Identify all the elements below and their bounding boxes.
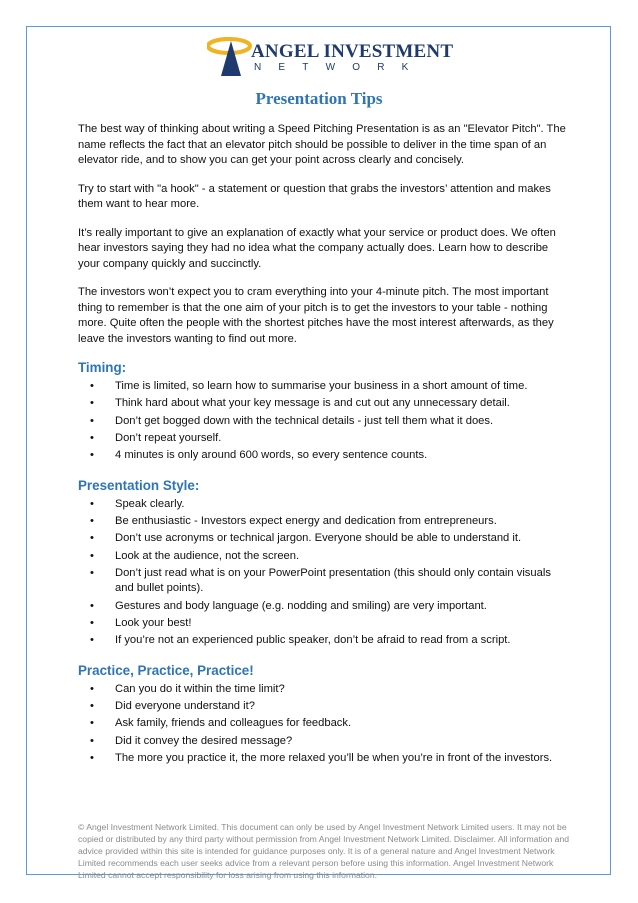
bullet-icon: • [90, 599, 94, 612]
bullet-icon: • [90, 682, 94, 695]
bullet-icon: • [90, 449, 94, 462]
list-item [78, 599, 568, 615]
bullet-icon: • [90, 751, 94, 764]
list-item-text: Don’t repeat yourself. [115, 431, 222, 444]
list-item [78, 396, 568, 412]
intro-paragraph: It’s really important to give an explanation of exactly what your service or product does. We often hear investors saying they had no idea what the company actually does. Learn how to describe your company quickly and succinctly. [78, 226, 556, 270]
timing-section [78, 360, 568, 464]
list-item [78, 531, 568, 547]
list-item-text: Look your best! [115, 616, 192, 629]
bullet-icon: • [90, 397, 94, 410]
bullet-icon: • [90, 717, 94, 730]
list-item [78, 448, 568, 464]
section-heading: Presentation Style: [78, 477, 200, 493]
list-item-text: The more you practice it, the more relaxed you’ll be when you’re in front of the investors. [115, 751, 553, 764]
logo-title: ANGEL INVESTMENT [251, 41, 454, 62]
list-item [78, 549, 568, 565]
list-item-text: 4 minutes is only around 600 words, so every sentence counts. [115, 449, 428, 462]
angel-investment-logo [207, 32, 454, 78]
list-item-text: Did everyone understand it? [115, 700, 255, 713]
list-item-text: Ask family, friends and colleagues for feedback. [115, 717, 352, 730]
list-item-text: Can you do it within the time limit? [115, 682, 285, 695]
logo-subtitle: NETWORK [254, 62, 426, 73]
timing-list [78, 379, 568, 464]
list-item [78, 699, 568, 715]
page-title: Presentation Tips [255, 89, 383, 108]
bullet-icon: • [90, 380, 94, 392]
bullet-icon: • [90, 566, 94, 579]
intro-paragraph: Try to start with "a hook" - a statement or question that grabs the investors’ attention and makes them want to hear more. [78, 182, 551, 210]
practice-list [78, 682, 568, 767]
practice-section [78, 663, 568, 767]
list-item [78, 379, 568, 395]
list-item [78, 414, 568, 430]
presentation-style-list [78, 497, 568, 649]
intro-paragraph: The best way of thinking about writing a Speed Pitching Presentation is as an "Elevator Pitch". The name reflects the fact that an elevator pitch should be possible to deliver in the time span of an elevator ride, and to show you can get your point across clearly and concisely. [78, 123, 566, 166]
list-item-text: Time is limited, so learn how to summarise your business in a short amount of time. [115, 380, 528, 392]
list-item-text: Don’t use acronyms or technical jargon. Everyone should be able to understand it. [115, 532, 522, 545]
list-item [78, 497, 568, 513]
list-item-text: Be enthusiastic - Investors expect energy and dedication from entrepreneurs. [115, 514, 497, 527]
list-item [78, 633, 568, 649]
list-item [78, 716, 568, 732]
bullet-icon: • [90, 549, 94, 562]
bullet-icon: • [90, 497, 94, 510]
document-body [78, 122, 568, 768]
section-heading: Practice, Practice, Practice! [78, 662, 254, 678]
list-item [78, 616, 568, 632]
bullet-icon: • [90, 431, 94, 444]
list-item-text: Look at the audience, not the screen. [115, 549, 300, 562]
bullet-icon: • [90, 514, 94, 527]
list-item [78, 514, 568, 530]
list-item-text: Did it convey the desired message? [115, 734, 293, 747]
bullet-icon: • [90, 616, 94, 629]
bullet-icon: • [90, 532, 94, 545]
bullet-icon: • [90, 634, 94, 647]
list-item-text: Speak clearly. [115, 497, 185, 510]
bullet-icon: • [90, 414, 94, 427]
list-item [78, 682, 568, 698]
list-item-text: Don’t get bogged down with the technical details - just tell them what it does. [115, 414, 494, 427]
presentation-style-section [78, 478, 568, 649]
section-heading: Timing: [78, 360, 127, 375]
list-item-text: If you’re not an experienced public speaker, don’t be afraid to read from a script. [115, 634, 511, 647]
list-item [78, 566, 568, 597]
list-item [78, 734, 568, 750]
list-item [78, 431, 568, 447]
footer-disclaimer: © Angel Investment Network Limited. This document can only be used by Angel Investment Network Limited users. It may not be copied or distributed by any third party without permission from Angel Investment Network Limited. Disclaimer. All information and advice provided within this site is intended for guidance purposes only. It is of a general nature and Angel Investment Network Limited recommends each user seeks advice from a relevant person before using this information. Angel Investment Network Limited cannot accept responsibility for loss arising from using this information. [78, 822, 570, 880]
list-item-text: Gestures and body language (e.g. nodding and smiling) are very important. [115, 599, 487, 612]
list-item-text: Don’t just read what is on your PowerPoint presentation (this should only contain visuals and bullet points). [115, 566, 551, 595]
list-item-text: Think hard about what your key message is and cut out any unnecessary detail. [115, 397, 510, 410]
list-item [78, 751, 568, 767]
bullet-icon: • [90, 734, 94, 747]
bullet-icon: • [90, 700, 94, 713]
intro-paragraph: The investors won’t expect you to cram everything into your 4-minute pitch. The most important thing to remember is that the one aim of your pitch is to get the investors to your table - nothing more. Quite often the people with the shortest pitches have the most interest afterwards, as they leave the investors wanting to find out more. [78, 286, 554, 345]
